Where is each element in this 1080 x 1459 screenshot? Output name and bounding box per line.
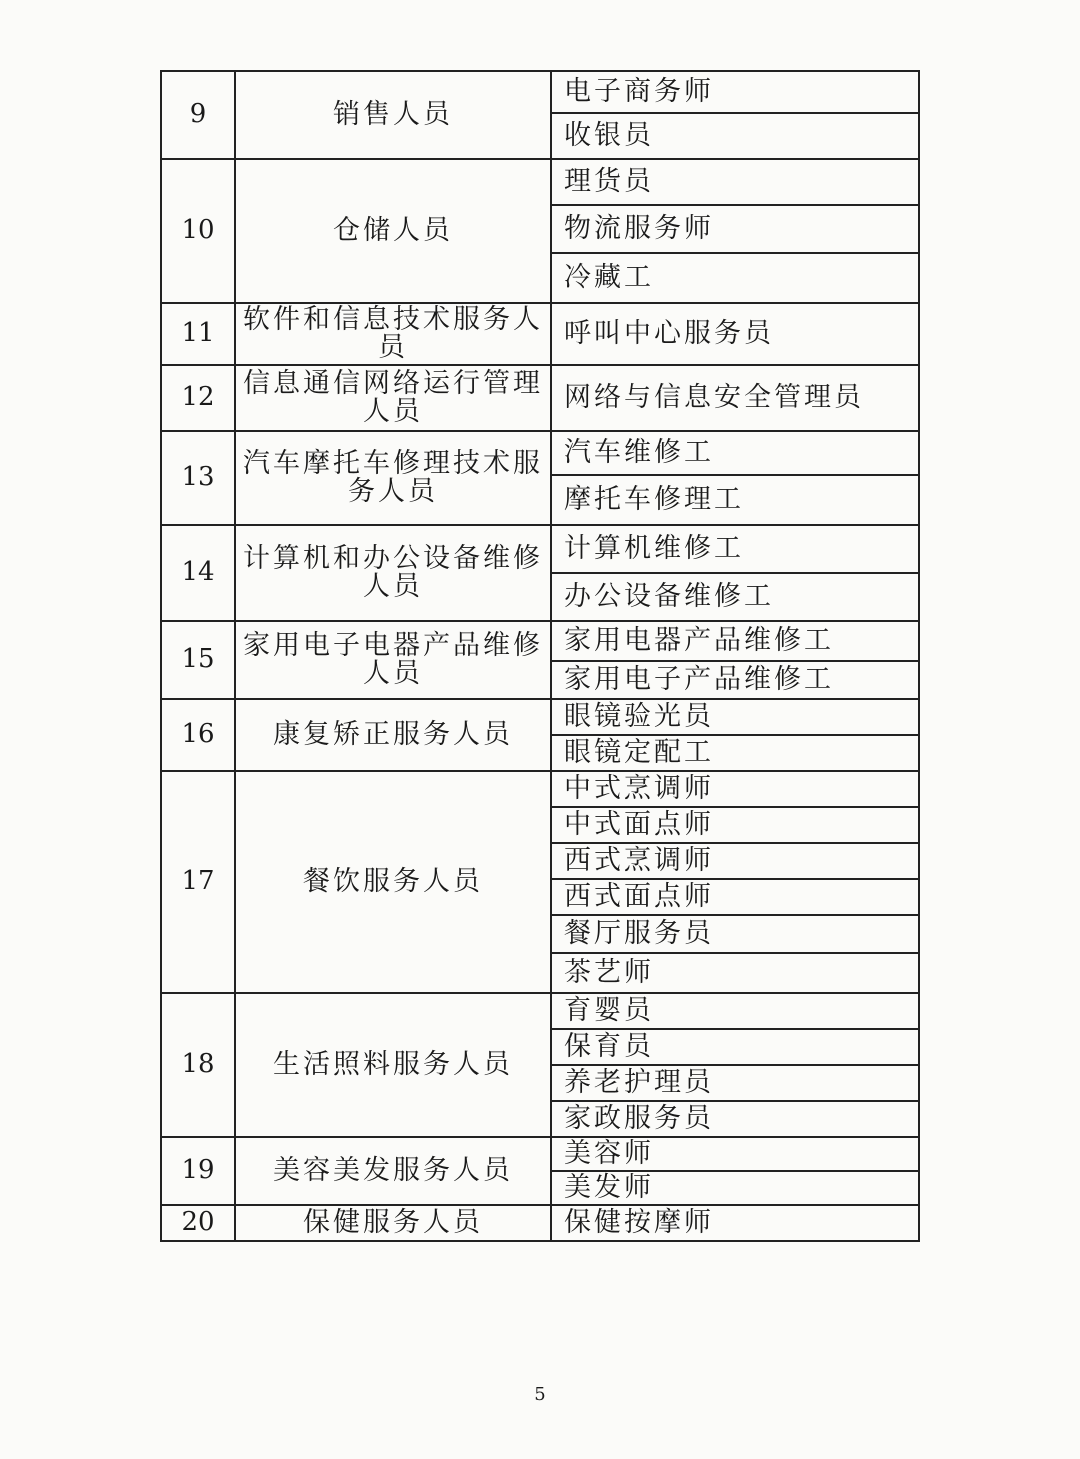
- row-number: 20: [161, 1205, 235, 1241]
- job-cell: 西式面点师: [551, 879, 919, 915]
- job-cell: 保健按摩师: [551, 1205, 919, 1241]
- category-cell: 餐饮服务人员: [235, 771, 551, 993]
- job-cell: 保育员: [551, 1029, 919, 1065]
- job-cell: 西式烹调师: [551, 843, 919, 879]
- row-number: 14: [161, 525, 235, 621]
- job-cell: 美容师: [551, 1137, 919, 1171]
- table-row: [161, 699, 919, 735]
- row-number: 13: [161, 431, 235, 525]
- occupation-table-body: [161, 71, 919, 1241]
- job-cell: 眼镜定配工: [551, 735, 919, 771]
- job-cell: 网络与信息安全管理员: [551, 365, 919, 431]
- job-cell: 中式面点师: [551, 807, 919, 843]
- table-row: [161, 303, 919, 365]
- row-number: 10: [161, 159, 235, 303]
- category-cell: 销售人员: [235, 71, 551, 159]
- category-cell: 生活照料服务人员: [235, 993, 551, 1137]
- job-cell: 计算机维修工: [551, 525, 919, 573]
- category-cell: 家用电子电器产品维修人员: [235, 621, 551, 699]
- table-row: [161, 159, 919, 205]
- job-cell: 家政服务员: [551, 1101, 919, 1137]
- job-cell: 家用电器产品维修工: [551, 621, 919, 661]
- row-number: 12: [161, 365, 235, 431]
- category-cell: 信息通信网络运行管理人员: [235, 365, 551, 431]
- job-cell: 育婴员: [551, 993, 919, 1029]
- job-cell: 家用电子产品维修工: [551, 661, 919, 699]
- category-cell: 汽车摩托车修理技术服务人员: [235, 431, 551, 525]
- job-cell: 物流服务师: [551, 205, 919, 253]
- job-cell: 茶艺师: [551, 953, 919, 993]
- job-cell: 餐厅服务员: [551, 915, 919, 953]
- category-cell: 美容美发服务人员: [235, 1137, 551, 1205]
- table-row: [161, 993, 919, 1029]
- table-row: [161, 1137, 919, 1171]
- job-cell: 理货员: [551, 159, 919, 205]
- category-cell: 保健服务人员: [235, 1205, 551, 1241]
- row-number: 17: [161, 771, 235, 993]
- job-cell: 摩托车修理工: [551, 475, 919, 525]
- job-cell: 中式烹调师: [551, 771, 919, 807]
- table-row: [161, 365, 919, 431]
- table-row: [161, 71, 919, 113]
- occupation-table: [160, 70, 920, 1242]
- job-cell: 收银员: [551, 113, 919, 159]
- table-row: [161, 771, 919, 807]
- row-number: 16: [161, 699, 235, 771]
- job-cell: 呼叫中心服务员: [551, 303, 919, 365]
- page-number: 5: [534, 1384, 546, 1405]
- job-cell: 眼镜验光员: [551, 699, 919, 735]
- row-number: 15: [161, 621, 235, 699]
- row-number: 9: [161, 71, 235, 159]
- category-cell: 仓储人员: [235, 159, 551, 303]
- job-cell: 美发师: [551, 1171, 919, 1205]
- job-cell: 办公设备维修工: [551, 573, 919, 621]
- job-cell: 冷藏工: [551, 253, 919, 303]
- row-number: 19: [161, 1137, 235, 1205]
- job-cell: 养老护理员: [551, 1065, 919, 1101]
- table-row: [161, 431, 919, 475]
- table-row: [161, 621, 919, 661]
- category-cell: 软件和信息技术服务人员: [235, 303, 551, 365]
- job-cell: 电子商务师: [551, 71, 919, 113]
- row-number: 11: [161, 303, 235, 365]
- row-number: 18: [161, 993, 235, 1137]
- category-cell: 康复矫正服务人员: [235, 699, 551, 771]
- table-row: [161, 1205, 919, 1241]
- category-cell: 计算机和办公设备维修人员: [235, 525, 551, 621]
- table-row: [161, 525, 919, 573]
- job-cell: 汽车维修工: [551, 431, 919, 475]
